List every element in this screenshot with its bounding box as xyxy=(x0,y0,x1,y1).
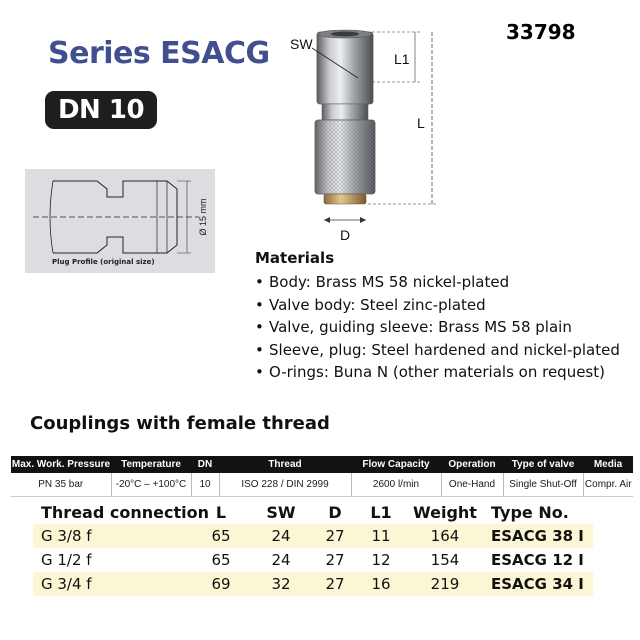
spec-header: Flow Capacity xyxy=(351,456,441,473)
spec-cell: Single Shut-Off xyxy=(503,473,583,497)
sw-label: SW xyxy=(290,36,313,52)
spec-header: Operation xyxy=(441,456,503,473)
l-label: L xyxy=(417,115,425,131)
dim-row xyxy=(33,524,593,548)
materials-list xyxy=(255,271,620,384)
section-heading: Couplings with female thread xyxy=(30,413,330,434)
dim-cell: 65 xyxy=(211,551,231,569)
spec-cell: 2600 l/min xyxy=(351,473,441,497)
dim-header: D xyxy=(328,502,342,522)
materials-title: Materials xyxy=(255,249,335,267)
spec-header-row xyxy=(11,456,633,473)
dim-cell: 32 xyxy=(249,572,313,596)
material-item: • O-rings: Buna N (other materials on request) xyxy=(255,361,620,384)
spec-cell: -20°C – +100°C xyxy=(111,473,191,497)
dim-cell: 16 xyxy=(357,572,405,596)
dim-cell: 27 xyxy=(313,572,357,596)
spec-header: Max. Work. Pressure xyxy=(11,456,111,473)
dim-header: L1 xyxy=(370,502,392,522)
type-number-cell: ESACG 34 I xyxy=(485,572,593,596)
dim-cell: 12 xyxy=(371,551,391,569)
dim-cell: 24 xyxy=(249,524,313,548)
dim-row xyxy=(33,548,593,572)
dim-cell: G 1/2 f xyxy=(41,551,92,569)
material-item: • Sleeve, plug: Steel hardened and nickel-plated xyxy=(255,339,620,362)
spec-header: Thread xyxy=(219,456,351,473)
dim-header: L xyxy=(215,502,227,522)
coupling-product-image xyxy=(280,20,450,245)
spec-header: Temperature xyxy=(111,456,191,473)
spec-cell: Compr. Air xyxy=(583,473,633,497)
spec-cell: ISO 228 / DIN 2999 xyxy=(219,473,351,497)
materials-section xyxy=(255,249,620,384)
type-number-cell: ESACG 12 I xyxy=(491,551,584,569)
spec-header: Media xyxy=(583,456,633,473)
spec-header: DN xyxy=(191,456,219,473)
dim-cell: 219 xyxy=(405,572,485,596)
spec-cell: PN 35 bar xyxy=(11,473,111,497)
dim-header-row xyxy=(33,500,593,524)
dim-header: Type No. xyxy=(491,502,569,522)
series-title: Series ESACG xyxy=(48,36,270,71)
dim-header: SW xyxy=(266,502,296,522)
l1-label: L1 xyxy=(394,51,410,67)
spec-row xyxy=(11,473,633,497)
material-item: • Body: Brass MS 58 nickel-plated xyxy=(255,271,620,294)
dim-cell: 11 xyxy=(357,524,405,548)
dim-cell: G 3/8 f xyxy=(33,524,193,548)
dim-row xyxy=(33,572,593,596)
plug-profile-caption: Plug Profile (original size) xyxy=(52,258,155,266)
spec-header: Type of valve xyxy=(503,456,583,473)
d-label: D xyxy=(340,227,351,243)
dim-cell: G 3/4 f xyxy=(33,572,193,596)
dim-cell: 69 xyxy=(193,572,249,596)
dim-header: Thread connection xyxy=(41,502,209,522)
dim-cell: 164 xyxy=(405,524,485,548)
spec-table xyxy=(11,456,633,497)
dim-cell: 65 xyxy=(193,524,249,548)
material-item: • Valve body: Steel zinc-plated xyxy=(255,294,620,317)
dim-cell: 154 xyxy=(430,551,460,569)
dim-cell: 27 xyxy=(325,551,345,569)
dim-cell: 24 xyxy=(271,551,291,569)
dim-header: Weight xyxy=(413,502,477,522)
dn-badge: DN 10 xyxy=(45,91,157,129)
spec-cell: One-Hand xyxy=(441,473,503,497)
article-number: 33798 xyxy=(506,20,576,44)
dimensions-table xyxy=(33,500,593,596)
type-number-cell: ESACG 38 I xyxy=(485,524,593,548)
spec-cell: 10 xyxy=(191,473,219,497)
plug-diameter-label: Ø 15 mm xyxy=(198,198,208,236)
dim-cell: 27 xyxy=(313,524,357,548)
material-item: • Valve, guiding sleeve: Brass MS 58 plain xyxy=(255,316,620,339)
